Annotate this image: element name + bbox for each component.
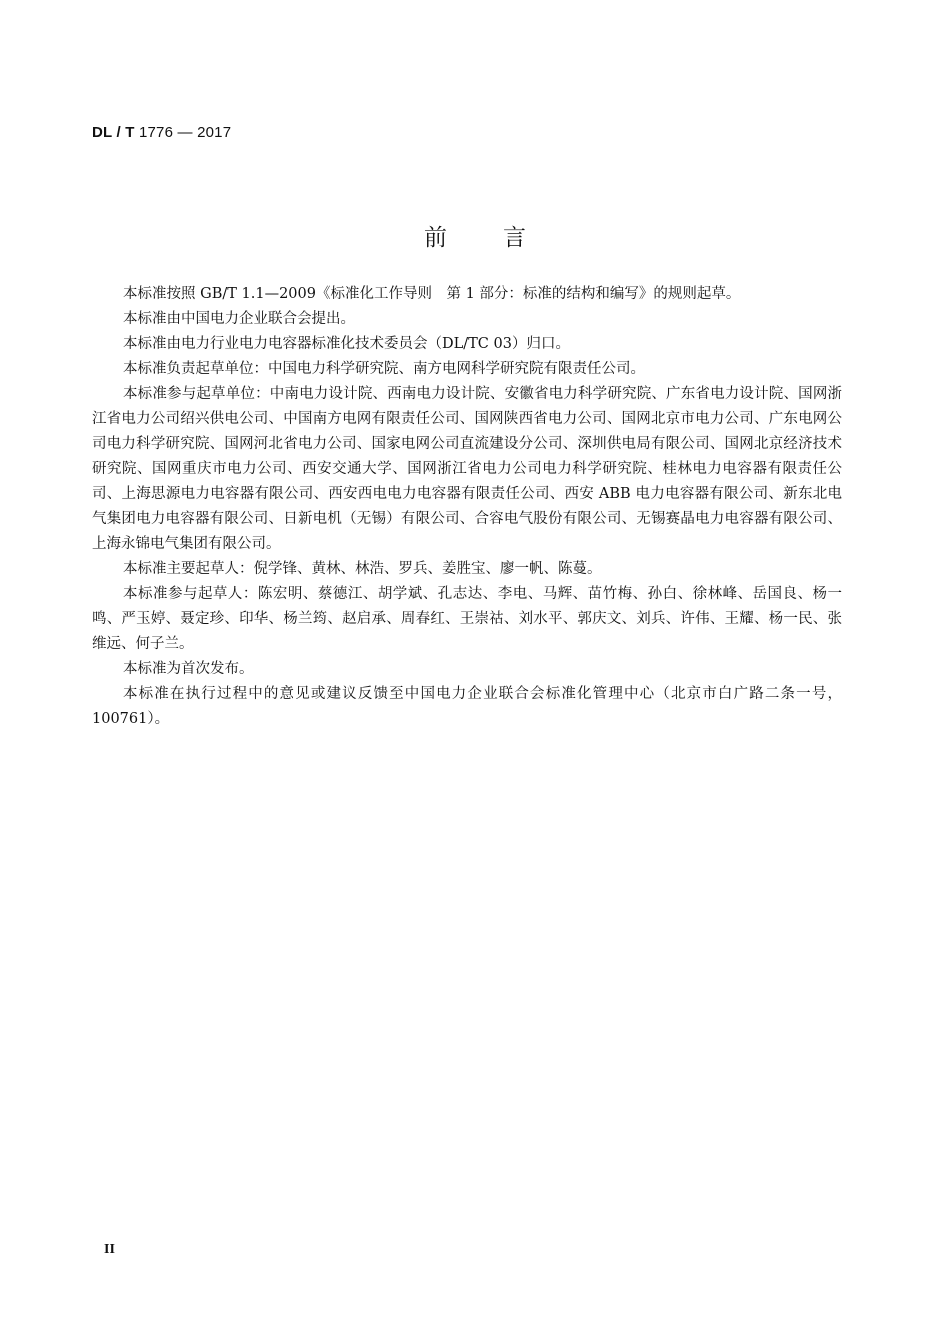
page-number: II xyxy=(104,1242,115,1257)
paragraph-lead-drafters: 本标准负责起草单位：中国电力科学研究院、南方电网科学研究院有限责任公司。 xyxy=(123,361,645,377)
foreword-body xyxy=(92,282,842,732)
paragraph-drafting-rules: 本标准按照 GB/T 1.1—2009《标准化工作导则 第 1 部分：标准的结构和编写》的规则起草。 xyxy=(123,286,741,302)
standard-code xyxy=(92,124,231,141)
page-title: 前言 xyxy=(424,225,582,252)
paragraph-participating-authors: 本标准参与起草人：陈宏明、蔡德江、胡学斌、孔志达、李电、马辉、苗竹梅、孙白、徐林峰、岳国良、杨一鸣、严玉婷、聂定珍、印华、杨兰筠、赵启承、周春红、王崇祜、刘水平、郭庆文、刘兵、许伟、王耀、杨一民、张维远、何子兰。 xyxy=(92,586,842,652)
paragraph-committee: 本标准由电力行业电力电容器标准化技术委员会（DL/TC 03）归口。 xyxy=(123,336,570,352)
standard-code-number: 1776 — 2017 xyxy=(134,124,232,141)
paragraph-proposer: 本标准由中国电力企业联合会提出。 xyxy=(123,311,355,327)
paragraph-main-authors: 本标准主要起草人：倪学锋、黄林、林浩、罗兵、姜胜宝、廖一帆、陈蔓。 xyxy=(123,561,602,577)
paragraph-feedback: 本标准在执行过程中的意见或建议反馈至中国电力企业联合会标准化管理中心（北京市白广路二条一号，100761）。 xyxy=(92,686,842,727)
standard-code-prefix: DL / T xyxy=(92,124,135,141)
paragraph-first-release: 本标准为首次发布。 xyxy=(123,661,254,677)
paragraph-participating-units: 本标准参与起草单位：中南电力设计院、西南电力设计院、安徽省电力科学研究院、广东省电力设计院、国网浙江省电力公司绍兴供电公司、中国南方电网有限责任公司、国网陕西省电力公司、国网北京市电力公司、广东电网公司电力科学研究院、国网河北省电力公司、国家电网公司直流建设分公司、深圳供电局有限公司、国网北京经济技术研究院、国网重庆市电力公司、西安交通大学、国网浙江省电力公司电力科学研究院、桂林电力电容器有限责任公司、上海思源电力电容器有限公司、西安西电电力电容器有限责任公司、西安 ABB 电力电容器有限公司、新东北电气集团电力电容器有限公司、日新电机（无锡）有限公司、合容电气股份有限公司、无锡赛晶电力电容器有限公司、上海永锦电气集团有限公司。 xyxy=(92,386,842,552)
